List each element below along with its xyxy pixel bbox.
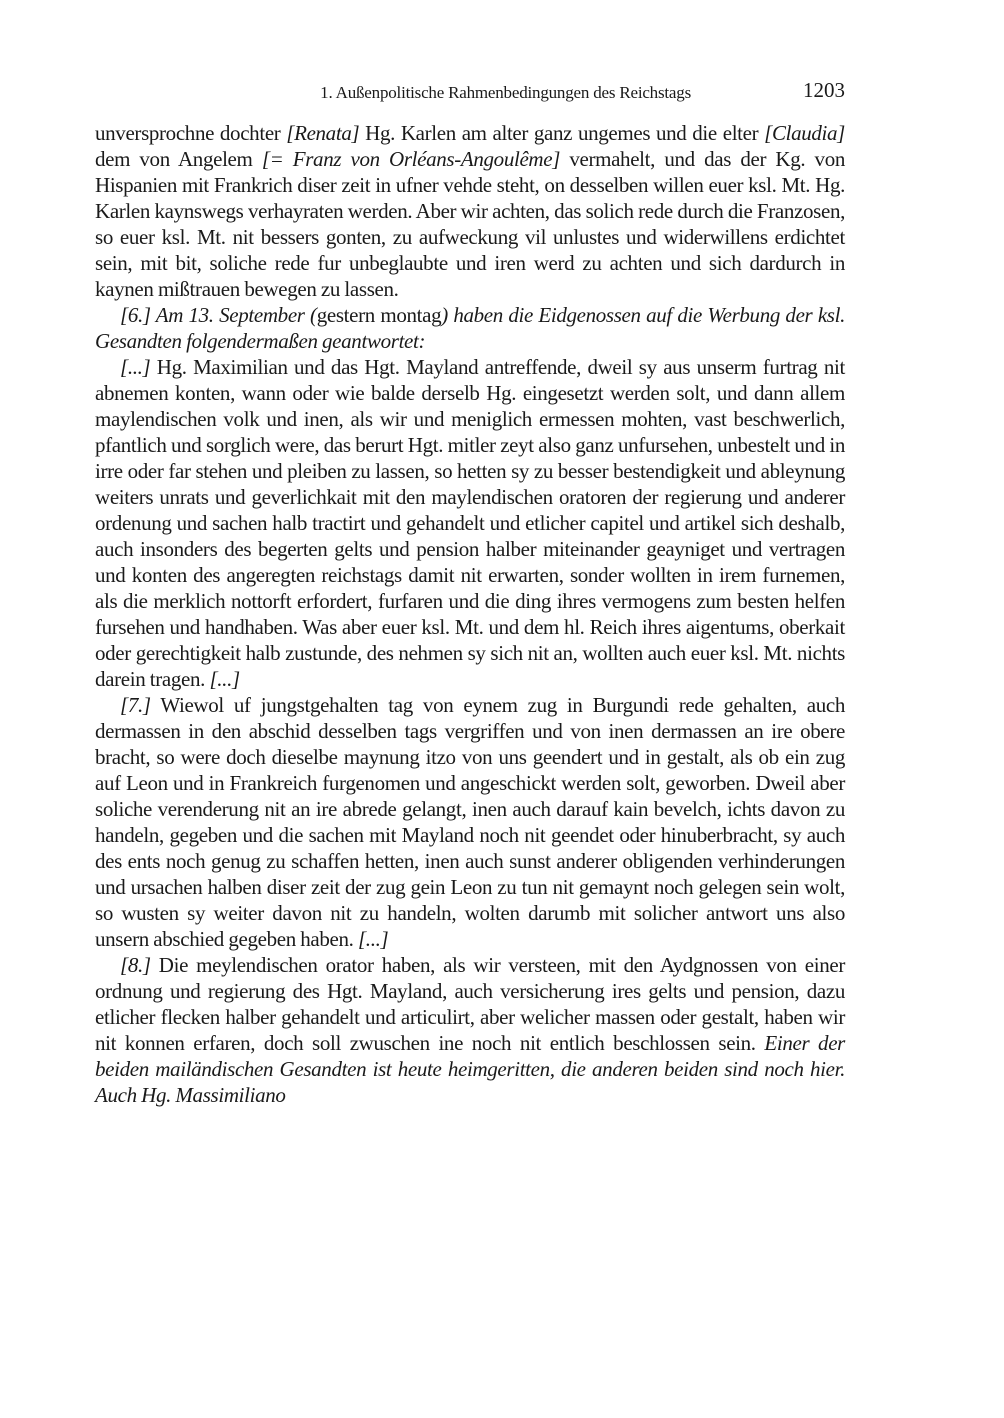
running-title: 1. Außenpolitische Rahmenbedingungen des Reichstags — [320, 83, 691, 102]
italic-text: [...] — [357, 927, 389, 951]
document-page — [95, 78, 845, 1108]
paragraph-8 — [95, 952, 845, 1108]
text-run: vermahelt, und das der Kg. von Hispanien mit Frankrich diser zeit in ufner vehde steht, on desselben willen euer ksl. Mt. Hg. Karlen kaynswegs verhayraten werden. Aber wir achten, das solich rede durch die Franzosen, so euer ksl. Mt. nit bessers gonten, zu aufweckung vil unlustes und widerwillens erdichtet sein, mit bit, soliche rede fur unbeglaubte und iren werd zu achten und sich dardurch in kaynen mißtrauen bewegen zu lassen. — [95, 147, 845, 301]
text-run: unversprochne dochter — [95, 121, 287, 145]
paragraph-6 — [95, 302, 845, 354]
paragraph-continuation — [95, 120, 845, 302]
italic-text: [= Franz von Orléans-Angoulême] — [261, 147, 561, 171]
text-run: gestern montag — [316, 303, 442, 327]
paragraph-6-quote — [95, 354, 845, 692]
italic-text: [...] — [120, 355, 151, 379]
italic-text: [6.] Am 13. September ( — [120, 303, 317, 327]
page-header — [95, 78, 845, 108]
italic-text: [7.] — [120, 693, 151, 717]
italic-text: [8.] — [120, 953, 151, 977]
text-run: Hg. Maximilian und das Hgt. Mayland antreffende, dweil sy aus unserm furtrag nit abnemen konten, wann oder wie balde derselb Hg. eingesetzt werden solt, und dann allem maylendischen volk und inen, als wir und meniglich ermessen mohten, vast beschwerlich, pfantlich und sorglich were, das berurt Hgt. mitler zeyt also ganz unfursehen, unbestelt und in irre oder far stehen und pleiben zu lassen, so hetten sy zu besser bestendigkeit und ableynung weiters unrats und geverlichkait mit den maylendischen oratoren der regierung und anderer ordenung und sachen halb tractirt und gehandelt und etlicher capitel und artikel sich deshalb, auch insonders des begerten gelts und pension halber miteinander geayniget und vertragen und konten des angeregten reichstags damit nit erwarten, sonder wollten in irem furnemen, als die merklich nottorft erfordert, furfaren und die ding ihres vermogens zum besten helfen fursehen und handhaben. Was aber euer ksl. Mt. und dem hl. Reich ihres aigentums, oberkait oder gerechtigkeit halb zustunde, des nehmen sy sich nit an, wollten auch euer ksl. Mt. nichts darein tragen. — [95, 355, 845, 691]
text-run: Hg. Karlen am alter ganz ungemes und die elter — [359, 121, 765, 145]
page-number: 1203 — [803, 78, 845, 102]
italic-text: Einer der beiden mailändischen Gesandten ist heute heimgeritten, die anderen beiden sind noch hier. Auch Hg. Massimiliano — [95, 1031, 845, 1107]
italic-text: [Renata] — [286, 121, 360, 145]
italic-text: ) haben die Eidgenossen auf die Werbung der ksl. Gesandten folgendermaßen geantwortet: — [95, 303, 845, 353]
text-run: Wiewol uf jungstgehalten tag von eynem zug in Burgundi rede gehalten, auch dermassen in den abschid desselben tags vergriffen und von inen dermassen an ire obere bracht, so were doch dieselbe maynung itzo von uns geendert und in gestalt, als ob ein zug auf Leon und in Frankreich furgenomen und angeschickt werden solt, geworben. Dweil aber soliche verenderung nit an ire abrede gelangt, inen auch darauf kain bevelch, ichts davon zu handeln, gegeben und die sachen mit Mayland noch nit geendet oder hinuberbracht, sy auch des ents noch genug zu schaffen hetten, inen auch sunst anderer obligenden verhinderungen und ursachen halben diser zeit der zug gein Leon zu tun nit gemaynt noch gelegen sein wolt, so wusten sy weiter davon nit zu handeln, wolten darumb mit solicher antwort uns also unsern abschied gegeben haben. — [95, 693, 845, 951]
text-run: Die meylendischen orator haben, als wir versteen, mit den Aydgnossen von einer ordnung und regierung des Hgt. Mayland, auch versicherung ires gelts und pension, dazu etlicher flecken halber gehandelt und articulirt, aber welicher massen oder gestalt, haben wir nit konnen erfaren, doch soll zwuschen ine noch nit entlich beschlossen sein. — [95, 953, 845, 1055]
document-body — [95, 120, 845, 1108]
paragraph-7 — [95, 692, 845, 952]
text-run: dem von Angelem — [95, 147, 262, 171]
italic-text: [...] — [209, 667, 240, 691]
italic-text: [Claudia] — [764, 121, 845, 145]
